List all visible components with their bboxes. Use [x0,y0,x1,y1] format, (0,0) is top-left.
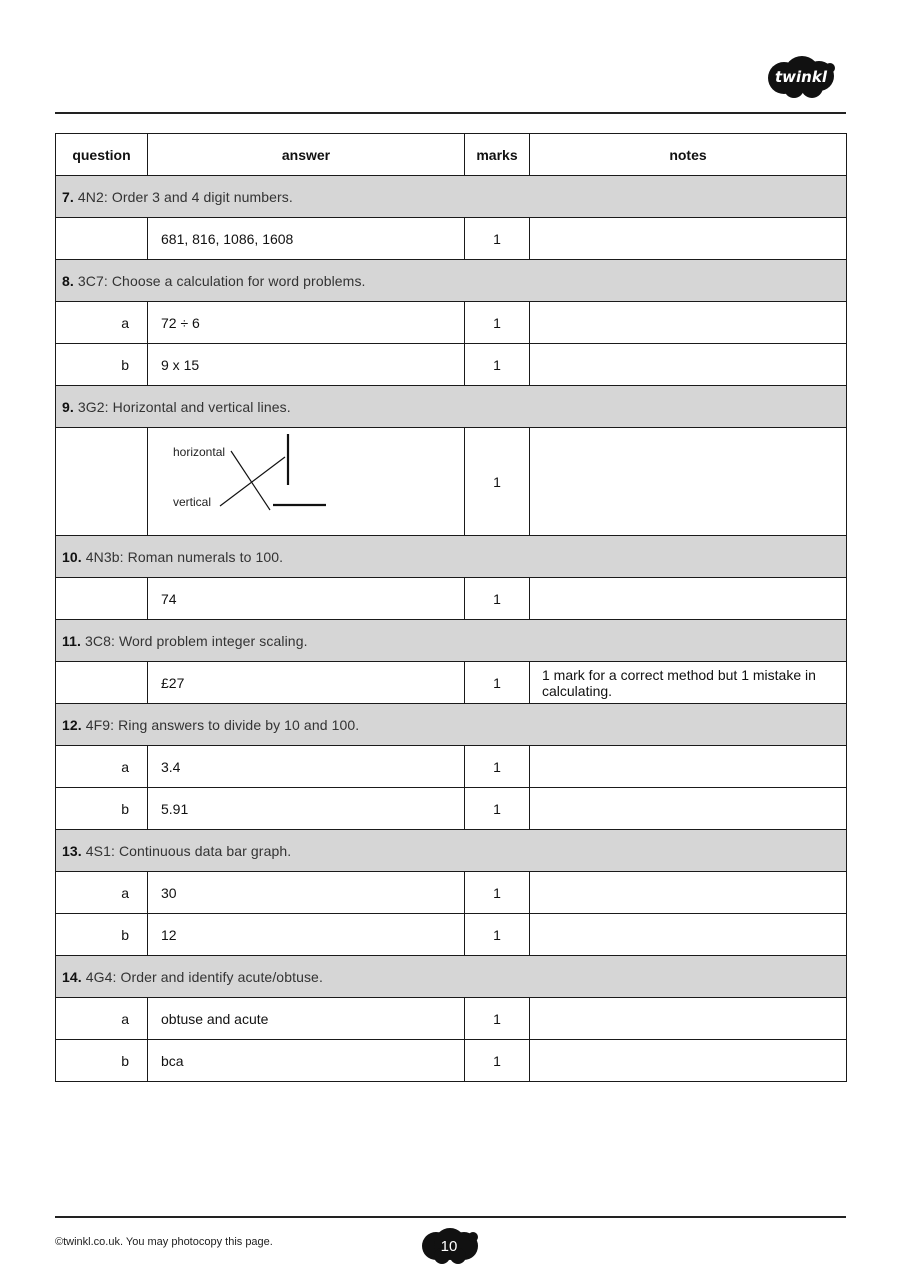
question-cell: a [56,302,148,344]
notes-cell [530,428,847,536]
answer-cell: 12 [148,914,465,956]
section-number: 14. [62,968,82,985]
section-title [56,260,847,302]
notes-cell [530,746,847,788]
answer-cell: £27 [148,662,465,704]
notes-cell [530,788,847,830]
answer-cell: 72 ÷ 6 [148,302,465,344]
answer-cell: 5.91 [148,788,465,830]
question-cell: b [56,344,148,386]
section-number: 7. [62,188,74,205]
section-number: 9. [62,398,74,415]
table-row [56,788,847,830]
answer-cell: 30 [148,872,465,914]
notes-cell [530,218,847,260]
section-row [56,830,847,872]
notes-header: notes [530,134,847,176]
answer-cell: 3.4 [148,746,465,788]
question-cell: a [56,872,148,914]
section-title [56,956,847,998]
question-cell [56,578,148,620]
notes-cell: 1 mark for a correct method but 1 mistake in calculating. [530,662,847,704]
question-cell: a [56,998,148,1040]
marks-cell: 1 [465,218,530,260]
section-title [56,620,847,662]
section-number: 10. [62,548,82,565]
answer-cell: 681, 816, 1086, 1608 [148,218,465,260]
connector-line [231,451,270,510]
section-row [56,620,847,662]
table-row [56,218,847,260]
connector-line [220,457,285,506]
section-row [56,536,847,578]
notes-cell [530,344,847,386]
question-cell: a [56,746,148,788]
marks-cell: 1 [465,662,530,704]
marks-cell: 1 [465,872,530,914]
notes-cell [530,998,847,1040]
question-header: question [56,134,148,176]
section-title [56,386,847,428]
notes-cell [530,302,847,344]
table-row [56,914,847,956]
table-row [56,578,847,620]
question-cell [56,662,148,704]
section-row [56,176,847,218]
section-description: 4F9: Ring answers to divide by 10 and 100. [81,716,360,733]
question-cell: b [56,1040,148,1082]
copyright-notice: ©twinkl.co.uk. You may photocopy this page. [55,1236,273,1248]
section-description: 3G2: Horizontal and vertical lines. [73,398,291,415]
vertical-label: vertical [173,495,212,509]
marks-cell: 1 [465,428,530,536]
marks-cell: 1 [465,998,530,1040]
question-cell [56,428,148,536]
table-row [56,746,847,788]
section-number: 13. [62,842,82,859]
section-row [56,956,847,998]
table-row [56,872,847,914]
section-description: 4S1: Continuous data bar graph. [81,842,292,859]
page-number: 10 [440,1238,458,1255]
section-row [56,704,847,746]
table-row [56,302,847,344]
twinkl-logo [764,52,838,100]
section-description: 3C8: Word problem integer scaling. [81,632,308,649]
section-description: 4G4: Order and identify acute/obtuse. [81,968,323,985]
answer-cell: 74 [148,578,465,620]
table-row [56,662,847,704]
question-cell [56,218,148,260]
marks-cell: 1 [465,578,530,620]
page-number-badge [418,1226,482,1264]
marks-header: marks [465,134,530,176]
header-row [56,134,847,176]
table-row [56,1040,847,1082]
section-description: 3C7: Choose a calculation for word problems. [73,272,366,289]
notes-cell [530,1040,847,1082]
question-cell: b [56,788,148,830]
section-row [56,386,847,428]
footer-divider [55,1216,846,1218]
answer-cell: bca [148,1040,465,1082]
notes-cell [530,914,847,956]
marks-cell: 1 [465,914,530,956]
lines-diagram [148,429,464,534]
horizontal-label: horizontal [173,445,226,459]
question-cell: b [56,914,148,956]
section-number: 12. [62,716,82,733]
notes-cell [530,872,847,914]
notes-cell [530,578,847,620]
section-title [56,704,847,746]
section-number: 11. [62,632,81,649]
section-description: 4N2: Order 3 and 4 digit numbers. [73,188,293,205]
marks-cell: 1 [465,302,530,344]
answer-cell: obtuse and acute [148,998,465,1040]
section-title [56,176,847,218]
table-row [56,344,847,386]
answer-header: answer [148,134,465,176]
answer-cell: 9 x 15 [148,344,465,386]
section-description: 4N3b: Roman numerals to 100. [81,548,284,565]
table-row [56,998,847,1040]
marks-cell: 1 [465,746,530,788]
answer-cell [148,428,465,536]
header-divider [55,112,846,114]
mark-scheme-table [55,133,847,1082]
section-row [56,260,847,302]
section-title [56,830,847,872]
section-number: 8. [62,272,74,289]
marks-cell: 1 [465,788,530,830]
logo-text: twinkl [775,68,827,86]
marks-cell: 1 [465,344,530,386]
table-row [56,428,847,536]
section-title [56,536,847,578]
marks-cell: 1 [465,1040,530,1082]
